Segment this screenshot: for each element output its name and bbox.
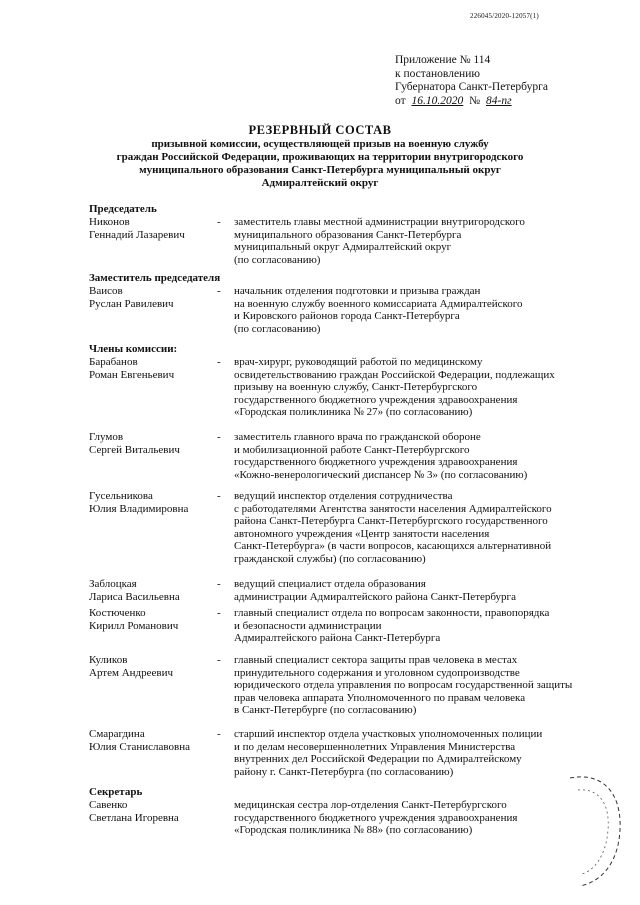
member-position: старший инспектор отдела участковых уполномоченных полиции и по делам несовершеннолетних Управления Министерства внутренних дел Российской Федерации по Адмиралтейскому району г. Санкт-Петербурга (по согласованию) bbox=[234, 728, 543, 778]
appendix-issuer: Губернатора Санкт-Петербурга bbox=[395, 81, 548, 93]
member-dash: - bbox=[217, 216, 221, 228]
member-name: Костюченко Кирилл Романович bbox=[89, 607, 179, 632]
member-dash: - bbox=[217, 490, 221, 502]
number-prefix: № bbox=[469, 94, 481, 107]
subtitle-line: призывной комиссии, осуществляющей призыв на военную службу bbox=[151, 138, 489, 150]
section-chair: Председатель bbox=[89, 203, 157, 215]
member-name: Савенко Светлана Игоревна bbox=[89, 799, 179, 824]
member-name: Глумов Сергей Витальевич bbox=[89, 431, 180, 456]
member-name: Никонов Геннадий Лазаревич bbox=[89, 216, 185, 241]
member-position: главный специалист отдела по вопросам законности, правопорядка и безопасности администрации Адмиралтейского района Санкт-Петербурга bbox=[234, 607, 550, 645]
member-name: Ваисов Руслан Равилевич bbox=[89, 285, 174, 310]
member-dash: - bbox=[217, 728, 221, 740]
official-stamp-seal bbox=[560, 770, 630, 890]
member-dash: - bbox=[217, 356, 221, 368]
member-position: ведущий специалист отдела образования администрации Адмиралтейского района Санкт-Петербурга bbox=[234, 578, 516, 603]
resolution-number: 84-пг bbox=[485, 94, 512, 107]
member-name: Барабанов Роман Евгеньевич bbox=[89, 356, 175, 381]
member-dash: - bbox=[217, 607, 221, 619]
appendix-resolution-ref: к постановлению bbox=[395, 67, 480, 80]
document-registration-number: 226045/2020-12057(1) bbox=[470, 12, 539, 20]
section-secretary: Секретарь bbox=[89, 786, 143, 798]
subtitle-line: муниципального образования Санкт-Петербурга муниципальный округ bbox=[139, 164, 501, 176]
appendix-header bbox=[395, 54, 548, 108]
member-name: Заблоцкая Лариса Васильевна bbox=[89, 578, 180, 603]
subtitle-line: Адмиралтейский округ bbox=[261, 177, 379, 189]
resolution-date: 16.10.2020 bbox=[411, 94, 464, 107]
member-position: заместитель главы местной администрации внутригородского муниципального образования Санкт-Петербурга муниципальный округ Адмиралтейский округ (по согласованию) bbox=[234, 216, 525, 266]
member-dash: - bbox=[217, 431, 221, 443]
member-position: главный специалист сектора защиты прав человека в местах принудительного содержания и уголовном судопроизводстве юридического отдела управления по вопросам государственной защиты прав человека аппарата Уполномоченного по правам человека в Санкт-Петербурге (по согласованию) bbox=[234, 654, 573, 717]
member-position: начальник отделения подготовки и призыва граждан на военную службу военного комиссариата Адмиралтейского и Кировского районов города Санкт-Петербурга (по согласованию) bbox=[234, 285, 523, 335]
member-position: ведущий инспектор отделения сотрудничества с работодателями Агентства занятости населения Адмиралтейского района Санкт-Петербурга Санкт-Петербургского государственного автономного учреждения «Центр занятости населения Санкт-Петербурга» (в части вопросов, касающихся альтернативной гражданской службы) (по согласованию) bbox=[234, 490, 552, 565]
member-position: врач-хирург, руководящий работой по медицинскому освидетельствованию граждан Российской Федерации, подлежащих призыву на военную службу, Санкт-Петербургского государственного бюджетного учреждения здравоохранения «Городская поликлиника № 27» (по согласованию) bbox=[234, 356, 555, 419]
date-prefix: от bbox=[395, 94, 406, 107]
member-position: медицинская сестра лор-отделения Санкт-Петербургского государственного бюджетного учреждения здравоохранения «Городская поликлиника № 88» (по согласованию) bbox=[234, 799, 518, 837]
member-dash: - bbox=[217, 654, 221, 666]
appendix-date-line bbox=[395, 95, 548, 109]
subtitle-line: граждан Российской Федерации, проживающих на территории внутригородского bbox=[116, 151, 524, 163]
document-title: РЕЗЕРВНЫЙ СОСТАВ bbox=[248, 123, 392, 137]
member-position: заместитель главного врача по гражданской обороне и мобилизационной работе Санкт-Петербургского государственного бюджетного учреждения здравоохранения «Кожно-венерологический диспансер № 3» (по согласованию) bbox=[234, 431, 528, 481]
member-name: Смарагдина Юлия Станиславовна bbox=[89, 728, 190, 753]
member-dash: - bbox=[217, 285, 221, 297]
member-dash: - bbox=[217, 578, 221, 590]
appendix-number: Приложение № 114 bbox=[395, 54, 491, 66]
document-subtitle bbox=[60, 138, 580, 190]
section-deputy: Заместитель председателя bbox=[89, 272, 221, 284]
section-members: Члены комиссии: bbox=[89, 343, 178, 355]
member-name: Куликов Артем Андреевич bbox=[89, 654, 174, 679]
member-name: Гусельникова Юлия Владимировна bbox=[89, 490, 189, 515]
